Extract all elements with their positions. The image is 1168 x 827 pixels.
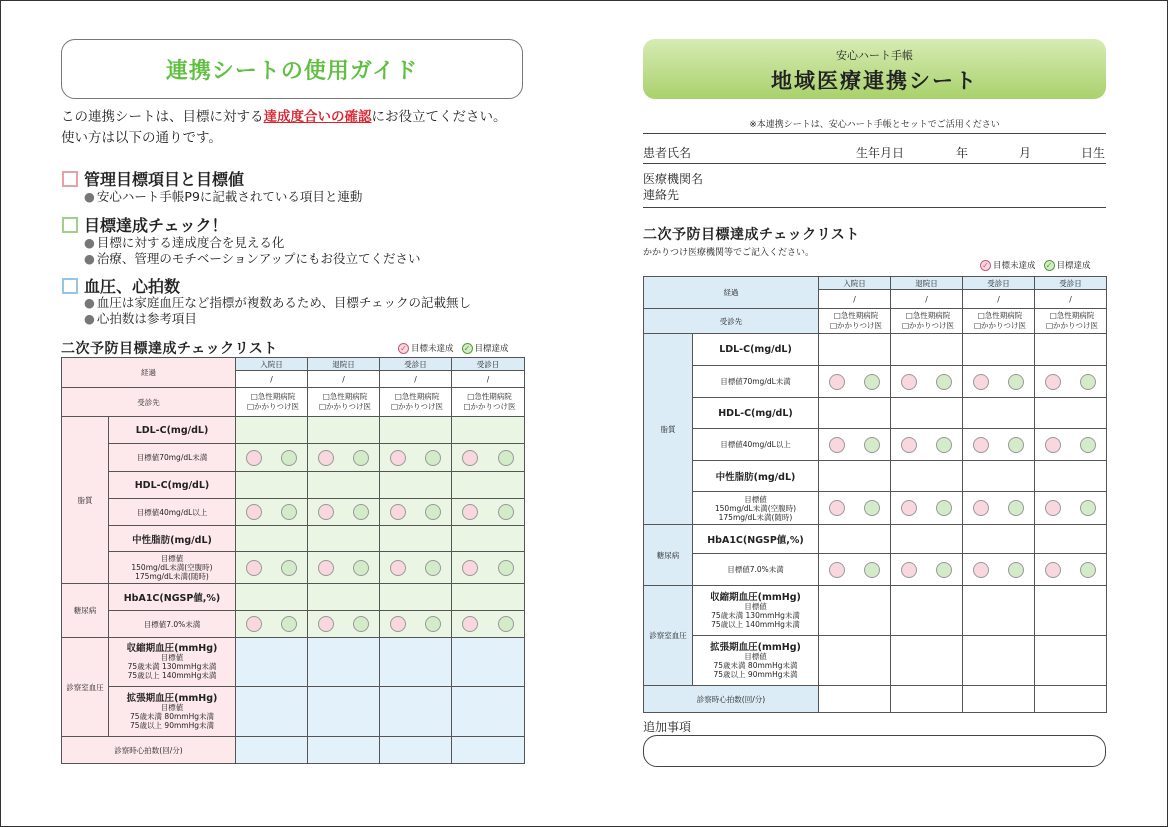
cat-diabetes: 糖尿病 bbox=[62, 584, 109, 638]
achieved-circle bbox=[936, 374, 952, 390]
visit-options: □急性期病院 □かかりつけ医 bbox=[452, 388, 525, 417]
visit-options: □急性期病院 □かかりつけ医 bbox=[1035, 309, 1107, 334]
ldl-label: LDL-C(mg/dL) bbox=[693, 334, 819, 366]
col-discharge: 退院日 bbox=[891, 277, 963, 290]
bullet: ● 治療、管理のモチベーションアップにもお役立てください bbox=[84, 251, 421, 266]
not-achieved-circle bbox=[462, 560, 478, 576]
date-field[interactable]: / bbox=[819, 290, 891, 309]
checklist-title-left: 二次予防目標達成チェックリスト bbox=[61, 341, 278, 357]
hdl-target: 目標値40mg/dL以上 bbox=[693, 429, 819, 461]
not-achieved-circle bbox=[1045, 562, 1061, 578]
not-achieved-circle bbox=[973, 500, 989, 516]
not-achieved-circle bbox=[901, 374, 917, 390]
cat-bp: 診察室血圧 bbox=[62, 638, 109, 737]
achieved-circle bbox=[1080, 437, 1096, 453]
date-field[interactable]: / bbox=[891, 290, 963, 309]
not-achieved-circle bbox=[318, 616, 334, 632]
course-label: 経過 bbox=[644, 277, 819, 309]
hba1c-label: HbA1C(NGSP値,%) bbox=[109, 584, 236, 611]
patient-name-label: 患者氏名 bbox=[643, 146, 692, 160]
sheet-title: 地域医療連携シート bbox=[771, 69, 978, 93]
achieved-circle bbox=[864, 374, 880, 390]
not-achieved-circle bbox=[1045, 374, 1061, 390]
hr-label: 診察時心拍数(回/分) bbox=[62, 737, 236, 764]
not-achieved-circle bbox=[973, 562, 989, 578]
tg-label: 中性脂肪(mg/dL) bbox=[109, 526, 236, 552]
achieved-circle bbox=[353, 450, 369, 466]
visit-options: □急性期病院 □かかりつけ医 bbox=[308, 388, 380, 417]
visit-label: 受診先 bbox=[62, 388, 236, 417]
dbp-label: 拡張期血圧(mmHg) 目標値 75歳未満 80mmHg未満 75歳以上 90mmHg未満 bbox=[109, 687, 236, 737]
visit-options: □急性期病院 □かかりつけ医 bbox=[380, 388, 452, 417]
not-achieved-circle bbox=[462, 450, 478, 466]
cat-lipid: 脂質 bbox=[644, 334, 693, 525]
not-achieved-circle bbox=[246, 616, 262, 632]
date-field[interactable]: / bbox=[308, 371, 380, 388]
not-achieved-circle bbox=[973, 437, 989, 453]
col-discharge: 退院日 bbox=[308, 358, 380, 371]
not-achieved-circle bbox=[246, 560, 262, 576]
not-achieved-circle bbox=[246, 504, 262, 520]
cat-diabetes: 糖尿病 bbox=[644, 525, 693, 586]
patient-row: 患者氏名 生年月日 年 月 日生 bbox=[643, 146, 1106, 160]
not-achieved-circle bbox=[901, 500, 917, 516]
not-achieved-circle bbox=[246, 450, 262, 466]
bullet: ● 目標に対する達成度合を見える化 bbox=[84, 235, 285, 250]
section-targets: 管理目標項目と目標値 bbox=[62, 167, 244, 190]
checklist-table-right bbox=[643, 276, 1107, 713]
achieved-circle bbox=[498, 504, 514, 520]
achieved-circle bbox=[864, 437, 880, 453]
hr-label: 診察時心拍数(回/分) bbox=[644, 686, 819, 713]
dob-label: 生年月日 bbox=[856, 146, 905, 160]
achieved-circle bbox=[498, 560, 514, 576]
sheet-banner bbox=[643, 39, 1106, 99]
not-achieved-icon: ✓ bbox=[980, 260, 991, 271]
date-field[interactable]: / bbox=[963, 290, 1035, 309]
not-achieved-circle bbox=[901, 562, 917, 578]
hdl-target: 目標値40mg/dL以上 bbox=[109, 499, 236, 526]
not-achieved-circle bbox=[318, 504, 334, 520]
hba1c-target: 目標値7.0%未満 bbox=[109, 611, 236, 638]
achieved-circle bbox=[864, 500, 880, 516]
achieved-circle bbox=[1080, 500, 1096, 516]
date-field[interactable]: / bbox=[452, 371, 525, 388]
not-achieved-circle bbox=[318, 560, 334, 576]
achieved-circle bbox=[353, 504, 369, 520]
guide-title: 連携シートの使用ガイド bbox=[61, 39, 523, 99]
cat-lipid: 脂質 bbox=[62, 417, 109, 584]
col-visit: 受診日 bbox=[452, 358, 525, 371]
not-achieved-circle bbox=[390, 616, 406, 632]
hdl-label: HDL-C(mg/dL) bbox=[109, 472, 236, 499]
achieved-circle bbox=[281, 450, 297, 466]
achieved-circle bbox=[864, 562, 880, 578]
dbp-label: 拡張期血圧(mmHg) 目標値 75歳未満 80mmHg未満 75歳以上 90mmHg未満 bbox=[693, 636, 819, 686]
ldl-target: 目標値70mg/dL未満 bbox=[109, 444, 236, 472]
not-achieved-circle bbox=[829, 374, 845, 390]
intro-text: この連携シートは、目標に対する達成度合いの確認にお役立てください。 使い方は以下の通りです。 bbox=[61, 109, 507, 146]
visit-label: 受診先 bbox=[644, 309, 819, 334]
course-label: 経過 bbox=[62, 358, 236, 388]
section-check: 目標達成チェック！ bbox=[62, 213, 228, 236]
legend-left: ✓ 目標未達成 ✓ 目標達成 bbox=[390, 342, 509, 354]
achieved-circle bbox=[281, 616, 297, 632]
achieved-circle bbox=[353, 616, 369, 632]
date-field[interactable]: / bbox=[236, 371, 308, 388]
achieved-circle bbox=[1008, 500, 1024, 516]
achieved-circle bbox=[425, 616, 441, 632]
not-achieved-icon: ✓ bbox=[398, 343, 409, 354]
not-achieved-circle bbox=[318, 450, 334, 466]
achieved-circle bbox=[353, 560, 369, 576]
green-square-icon bbox=[62, 217, 78, 233]
achieved-circle bbox=[936, 562, 952, 578]
divider bbox=[643, 163, 1106, 164]
not-achieved-circle bbox=[829, 500, 845, 516]
achieved-circle bbox=[936, 500, 952, 516]
date-field[interactable]: / bbox=[380, 371, 452, 388]
col-visit: 受診日 bbox=[963, 277, 1035, 290]
pink-square-icon bbox=[62, 171, 78, 187]
checklist-title-right: 二次予防目標達成チェックリスト bbox=[643, 227, 860, 243]
achieved-circle bbox=[425, 560, 441, 576]
col-admit: 入院日 bbox=[236, 358, 308, 371]
tg-target: 目標値 150mg/dL未満(空腹時) 175mg/dL未満(随時) bbox=[693, 492, 819, 525]
bullet: ● 心拍数は参考項目 bbox=[84, 311, 197, 326]
col-visit: 受診日 bbox=[380, 358, 452, 371]
blue-square-icon bbox=[62, 278, 78, 294]
checklist-table-left bbox=[61, 357, 525, 764]
achieved-icon: ✓ bbox=[462, 343, 473, 354]
achieved-circle bbox=[498, 450, 514, 466]
institution-block bbox=[643, 171, 1106, 203]
visit-options: □急性期病院 □かかりつけ医 bbox=[236, 388, 308, 417]
achieved-circle bbox=[1008, 562, 1024, 578]
sheet-subtitle: 安心ハート手帳 bbox=[836, 49, 913, 62]
not-achieved-circle bbox=[829, 562, 845, 578]
col-visit: 受診日 bbox=[1035, 277, 1107, 290]
not-achieved-circle bbox=[1045, 500, 1061, 516]
divider bbox=[643, 207, 1106, 208]
visit-options: □急性期病院 □かかりつけ医 bbox=[963, 309, 1035, 334]
cat-bp: 診察室血圧 bbox=[644, 586, 693, 686]
institution-label: 医療機関名 bbox=[643, 172, 704, 186]
not-achieved-circle bbox=[901, 437, 917, 453]
usage-note: ※本連携シートは、安心ハート手帳とセットでご活用ください bbox=[749, 120, 1000, 130]
sbp-label: 収縮期血圧(mmHg) 目標値 75歳未満 130mmHg未満 75歳以上 140mmHg未満 bbox=[109, 638, 236, 687]
not-achieved-circle bbox=[973, 374, 989, 390]
not-achieved-circle bbox=[1045, 437, 1061, 453]
achieved-circle bbox=[498, 616, 514, 632]
tg-target: 目標値 150mg/dL未満(空腹時) 175mg/dL未満(随時) bbox=[109, 552, 236, 584]
hdl-label: HDL-C(mg/dL) bbox=[693, 398, 819, 429]
section-bp: 血圧、心拍数 bbox=[62, 274, 180, 297]
not-achieved-circle bbox=[462, 504, 478, 520]
intro-highlight: 達成度合いの確認 bbox=[263, 109, 372, 125]
achieved-circle bbox=[936, 437, 952, 453]
achieved-circle bbox=[1008, 437, 1024, 453]
achieved-circle bbox=[1080, 374, 1096, 390]
visit-options: □急性期病院 □かかりつけ医 bbox=[891, 309, 963, 334]
ldl-label: LDL-C(mg/dL) bbox=[109, 417, 236, 444]
sbp-label: 収縮期血圧(mmHg) 目標値 75歳未満 130mmHg未満 75歳以上 140mmHg未満 bbox=[693, 586, 819, 636]
not-achieved-circle bbox=[462, 616, 478, 632]
achieved-circle bbox=[281, 560, 297, 576]
achieved-circle bbox=[425, 450, 441, 466]
achieved-icon: ✓ bbox=[1044, 260, 1055, 271]
fill-note: かかりつけ医療機関等でご記入ください。 bbox=[643, 248, 815, 258]
not-achieved-circle bbox=[390, 560, 406, 576]
visit-options: □急性期病院 □かかりつけ医 bbox=[819, 309, 891, 334]
hba1c-label: HbA1C(NGSP値,%) bbox=[693, 525, 819, 554]
bullet: ● 血圧は家庭血圧など指標が複数あるため、目標チェックの記載無し bbox=[84, 295, 472, 310]
date-field[interactable]: / bbox=[1035, 290, 1107, 309]
achieved-circle bbox=[281, 504, 297, 520]
divider bbox=[643, 133, 1106, 134]
achieved-circle bbox=[425, 504, 441, 520]
achieved-circle bbox=[1008, 374, 1024, 390]
ldl-target: 目標値70mg/dL未満 bbox=[693, 366, 819, 398]
additional-field[interactable] bbox=[643, 735, 1106, 767]
hba1c-target: 目標値7.0%未満 bbox=[693, 554, 819, 586]
achieved-circle bbox=[1080, 562, 1096, 578]
tg-label: 中性脂肪(mg/dL) bbox=[693, 461, 819, 492]
col-admit: 入院日 bbox=[819, 277, 891, 290]
bullet: ● 安心ハート手帳P9に記載されている項目と連動 bbox=[84, 189, 363, 204]
legend-right: ✓ 目標未達成 ✓ 目標達成 bbox=[972, 259, 1091, 271]
not-achieved-circle bbox=[829, 437, 845, 453]
additional-label: 追加事項 bbox=[643, 720, 692, 734]
not-achieved-circle bbox=[390, 504, 406, 520]
not-achieved-circle bbox=[390, 450, 406, 466]
contact-label: 連絡先 bbox=[643, 188, 680, 202]
